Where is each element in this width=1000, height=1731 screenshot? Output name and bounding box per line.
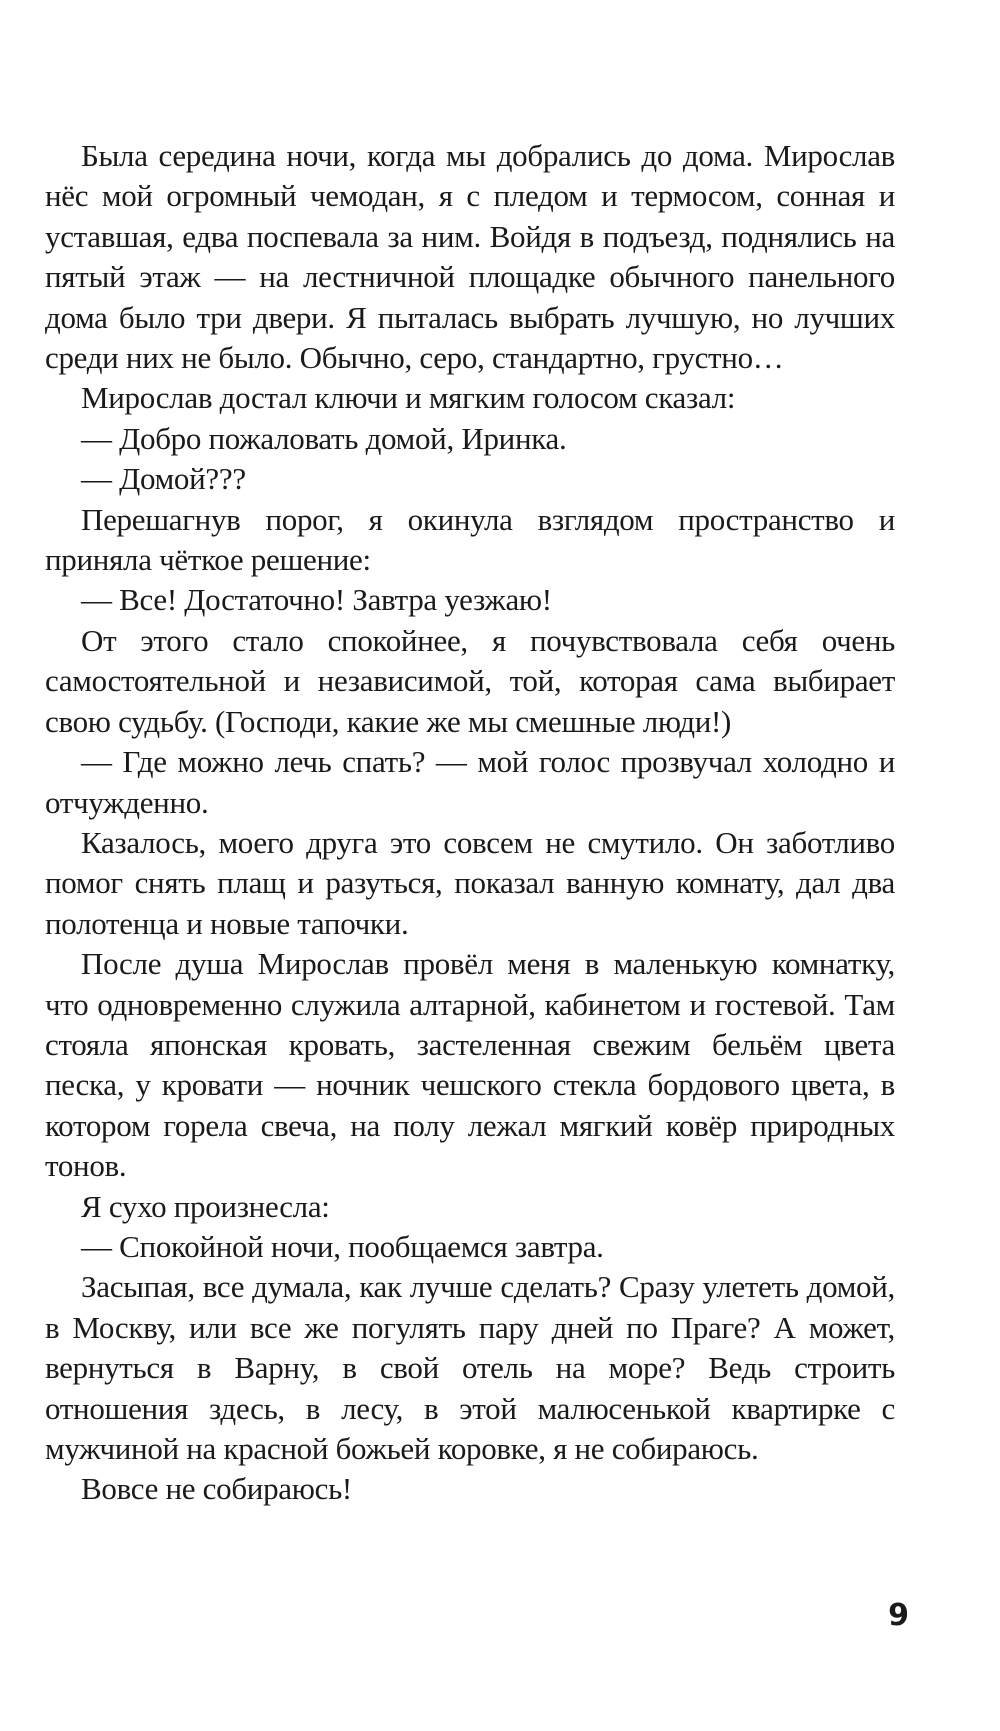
paragraph: — Где можно лечь спать? — мой голос прозвучал холодно и отчужденно. [45,744,895,820]
paragraph: — Домой??? [81,461,246,497]
paragraph: Я сухо произнесла: [81,1188,330,1224]
paragraph: Казалось, моего друга это совсем не смутило. Он заботливо помог снять плащ и разуться, показал ванную комнату, дал два полотенца и новые тапочки. [45,824,895,941]
paragraph: Была середина ночи, когда мы добрались до дома. Мирослав нёс мой огромный чемодан, я с пледом и термосом, сонная и уставшая, едва поспевала за ним. Войдя в подъезд, поднялись на пятый этаж — на лестничной площадке обычного панельного дома было три двери. Я пыталась выбрать лучшую, но лучших среди них не было. Обычно, серо, стандартно, грустно… [45,138,895,376]
paragraph: Перешагнув порог, я окинула взглядом пространство и приняла чёткое решение: [45,501,895,578]
paragraph: Вовсе не собираюсь! [81,1471,352,1507]
paragraph: — Спокойной ночи, пообщаемся завтра. [81,1228,604,1264]
paragraph: — Все! Достаточно! Завтра уезжаю! [81,582,552,618]
paragraph: После душа Мирослав провёл меня в маленькую комнатку, что одновременно служила алтарной, кабинетом и гостевой. Там стояла японская кровать, застеленная свежим бельём цвета песка, у кровати — ночник чешского стекла бордового цвета, в котором горела свеча, на полу лежал мягкий ковёр природных тонов. [45,946,895,1184]
paragraph: Засыпая, все думала, как лучше сделать? Сразу улететь домой, в Москву, или все же погулять пару дней по Праге? А может, вернуться в Варну, в свой отель на море? Ведь строить отношения здесь, в лесу, в этой малюсенькой квартирке с мужчиной на красной божьей коровке, я не собираюсь. [45,1269,895,1466]
paragraph: От этого стало спокойнее, я почувствовала себя очень самостоятельной и независимой, той, которая сама выбирает свою судьбу. (Господи, какие же мы смешные люди!) [45,622,895,739]
body-text [45,136,895,1510]
paragraph: Мирослав достал ключи и мягким голосом сказал: [81,380,736,416]
paragraph: — Добро пожаловать домой, Иринка. [81,420,567,456]
page-number: 9 [888,1598,909,1633]
